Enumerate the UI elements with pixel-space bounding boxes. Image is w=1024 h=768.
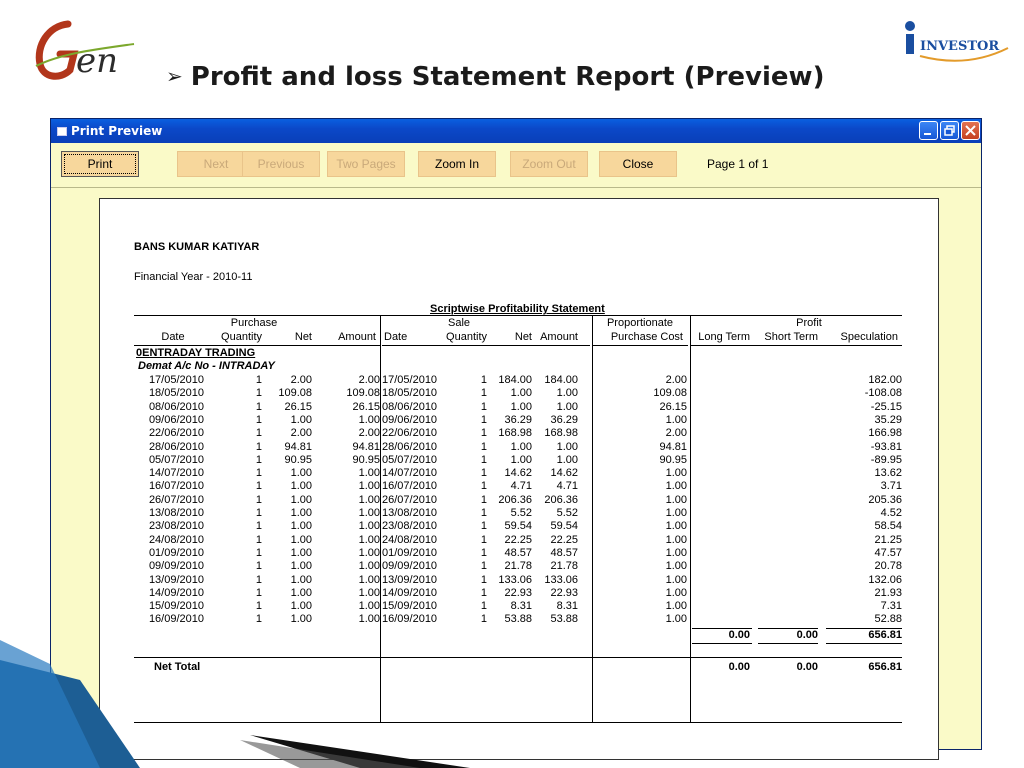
svg-text:en: en bbox=[76, 41, 119, 81]
previous-button[interactable]: Previous bbox=[242, 151, 320, 177]
table-cell: 182.00 bbox=[868, 374, 902, 386]
table-cell: 53.88 bbox=[504, 613, 532, 626]
table-cell: 1 bbox=[255, 413, 262, 426]
table-cell: 1.00 bbox=[556, 440, 578, 453]
minimize-icon bbox=[923, 125, 934, 136]
table-cell: 1.00 bbox=[665, 520, 687, 533]
table-cell: 1 bbox=[255, 507, 262, 519]
table-cell: 16/09/2010 bbox=[382, 613, 438, 626]
table-cell: 26.15 bbox=[659, 400, 687, 413]
table-cell: 22/06/2010 bbox=[148, 427, 204, 440]
table-cell: 1.00 bbox=[358, 467, 380, 480]
table-cell: 1 bbox=[255, 493, 262, 506]
table-cell: 168.98 bbox=[544, 427, 578, 440]
subtotal-speculation: 656.81 bbox=[868, 628, 902, 641]
table-cell: 18/05/2010 bbox=[148, 387, 204, 400]
table-cell: 1.00 bbox=[665, 613, 687, 626]
table-cell: 1 bbox=[480, 586, 487, 599]
slide-title-text: Profit and loss Statement Report (Preview) bbox=[190, 62, 825, 92]
table-cell: 09/06/2010 bbox=[382, 413, 438, 426]
table-cell: 1.00 bbox=[358, 586, 380, 599]
financial-year: Financial Year - 2010-11 bbox=[134, 271, 253, 283]
column-header: Short Term bbox=[764, 331, 818, 343]
table-cell: 3.71 bbox=[880, 480, 902, 493]
table-cell: -89.95 bbox=[870, 453, 902, 466]
table-cell: 1.00 bbox=[290, 507, 312, 519]
purchase-header: Purchase bbox=[230, 317, 278, 329]
table-cell: 1.00 bbox=[358, 533, 380, 546]
table-cell: 09/06/2010 bbox=[148, 413, 204, 426]
table-cell: 1.00 bbox=[290, 613, 312, 626]
table-cell: 17/05/2010 bbox=[382, 374, 438, 386]
table-cell: 26/07/2010 bbox=[148, 493, 204, 506]
next-button[interactable]: Next bbox=[177, 151, 255, 177]
zoom-in-button[interactable]: Zoom In bbox=[418, 151, 496, 177]
table-cell: 1.00 bbox=[665, 493, 687, 506]
net-total-speculation: 656.81 bbox=[868, 660, 902, 673]
table-cell: 16/09/2010 bbox=[148, 613, 204, 626]
table-cell: 1.00 bbox=[510, 440, 532, 453]
table-cell: 21.93 bbox=[874, 586, 902, 599]
header-rule bbox=[382, 345, 590, 346]
table-cell: 133.06 bbox=[544, 573, 578, 586]
report-title: Scriptwise Profitability Statement bbox=[430, 303, 605, 315]
table-cell: 14.62 bbox=[504, 467, 532, 480]
table-cell: 08/06/2010 bbox=[382, 400, 438, 413]
section-heading: 0ENTRADAY TRADING bbox=[136, 347, 256, 359]
table-cell: 1 bbox=[255, 560, 262, 573]
table-cell: 1 bbox=[480, 400, 487, 413]
table-cell: 1.00 bbox=[290, 493, 312, 506]
table-cell: 1 bbox=[255, 613, 262, 626]
table-cell: 22.93 bbox=[550, 586, 578, 599]
table-cell: 1.00 bbox=[290, 600, 312, 613]
top-rule bbox=[134, 315, 902, 316]
table-cell: 23/08/2010 bbox=[148, 520, 204, 533]
table-cell: 1 bbox=[255, 400, 262, 413]
table-cell: 1.00 bbox=[665, 586, 687, 599]
minimize-button[interactable] bbox=[919, 121, 938, 140]
table-cell: 1 bbox=[255, 520, 262, 533]
column-header: Amount bbox=[338, 331, 376, 343]
table-cell: 1.00 bbox=[358, 573, 380, 586]
table-cell: 1.00 bbox=[358, 507, 380, 519]
table-cell: 1.00 bbox=[290, 573, 312, 586]
svg-text:INVESTOR: INVESTOR bbox=[920, 39, 1000, 54]
table-cell: 90.95 bbox=[284, 453, 312, 466]
table-cell: 90.95 bbox=[352, 453, 380, 466]
preview-toolbar bbox=[51, 143, 981, 188]
table-cell: 1.00 bbox=[358, 413, 380, 426]
table-cell: 05/07/2010 bbox=[148, 453, 204, 466]
subsection-heading: Demat A/c No - INTRADAY bbox=[138, 360, 275, 372]
subtotal-rule bbox=[826, 643, 902, 644]
slide-decoration bbox=[0, 640, 470, 768]
table-cell: 109.08 bbox=[278, 387, 312, 400]
header-rule bbox=[134, 345, 380, 346]
table-cell: 8.31 bbox=[510, 600, 532, 613]
table-cell: 1 bbox=[255, 440, 262, 453]
table-cell: 1.00 bbox=[358, 613, 380, 626]
net-total-long-term: 0.00 bbox=[728, 660, 750, 673]
table-cell: 1.00 bbox=[665, 533, 687, 546]
table-cell: 184.00 bbox=[544, 374, 578, 386]
page-indicator: Page 1 of 1 bbox=[707, 157, 769, 171]
net-total-label: Net Total bbox=[154, 660, 201, 673]
table-cell: 14/07/2010 bbox=[148, 467, 204, 480]
two-pages-button[interactable]: Two Pages bbox=[327, 151, 405, 177]
table-cell: 26.15 bbox=[352, 400, 380, 413]
table-cell: 20.78 bbox=[874, 560, 902, 573]
print-button[interactable]: Print bbox=[61, 151, 139, 177]
table-cell: 1 bbox=[480, 507, 487, 519]
column-header: Quantity bbox=[446, 331, 487, 343]
table-cell: 166.98 bbox=[868, 427, 902, 440]
table-cell: 1 bbox=[255, 480, 262, 493]
table-cell: 184.00 bbox=[498, 374, 532, 386]
table-cell: 4.71 bbox=[510, 480, 532, 493]
table-cell: 53.88 bbox=[550, 613, 578, 626]
profit-header: Profit bbox=[796, 317, 822, 329]
restore-icon bbox=[944, 125, 955, 136]
table-cell: 58.54 bbox=[874, 520, 902, 533]
table-cell: 52.88 bbox=[874, 613, 902, 626]
table-cell: 5.52 bbox=[510, 507, 532, 519]
table-cell: -93.81 bbox=[870, 440, 902, 453]
window-app-icon bbox=[57, 127, 67, 136]
table-cell: 205.36 bbox=[868, 493, 902, 506]
table-cell: 1.00 bbox=[290, 546, 312, 559]
table-cell: 59.54 bbox=[550, 520, 578, 533]
table-cell: 01/09/2010 bbox=[148, 546, 204, 559]
table-cell: 1.00 bbox=[665, 467, 687, 480]
table-cell: 1 bbox=[480, 573, 487, 586]
table-cell: 1 bbox=[480, 387, 487, 400]
table-cell: 90.95 bbox=[659, 453, 687, 466]
investor-logo bbox=[900, 14, 1018, 64]
client-name: BANS KUMAR KATIYAR bbox=[134, 241, 260, 253]
table-cell: 22.93 bbox=[504, 586, 532, 599]
header-rule bbox=[592, 345, 688, 346]
table-cell: 1 bbox=[255, 453, 262, 466]
table-cell: 09/09/2010 bbox=[382, 560, 438, 573]
table-cell: 132.06 bbox=[868, 573, 902, 586]
table-cell: 1 bbox=[255, 533, 262, 546]
close-button[interactable]: Close bbox=[599, 151, 677, 177]
close-icon bbox=[965, 125, 976, 136]
table-cell: 2.00 bbox=[358, 427, 380, 440]
table-cell: 14/07/2010 bbox=[382, 467, 438, 480]
table-cell: 1 bbox=[255, 573, 262, 586]
table-cell: 1 bbox=[255, 387, 262, 400]
table-cell: 47.57 bbox=[874, 546, 902, 559]
header-rule bbox=[690, 345, 902, 346]
table-cell: 1.00 bbox=[556, 453, 578, 466]
table-cell: 1 bbox=[480, 453, 487, 466]
close-window-button[interactable] bbox=[961, 121, 980, 140]
table-cell: 1 bbox=[480, 493, 487, 506]
table-cell: 4.52 bbox=[880, 507, 902, 519]
table-cell: 1.00 bbox=[556, 400, 578, 413]
table-cell: 4.71 bbox=[556, 480, 578, 493]
table-cell: 05/07/2010 bbox=[382, 453, 438, 466]
column-header: Date bbox=[384, 331, 408, 343]
table-cell: 1.00 bbox=[290, 586, 312, 599]
table-cell: 28/06/2010 bbox=[148, 440, 204, 453]
column-header: Net bbox=[294, 331, 312, 343]
table-cell: 13/09/2010 bbox=[382, 573, 438, 586]
table-cell: 2.00 bbox=[290, 374, 312, 386]
table-cell: 36.29 bbox=[504, 413, 532, 426]
table-cell: 13.62 bbox=[874, 467, 902, 480]
table-cell: 1.00 bbox=[290, 467, 312, 480]
table-cell: 1.00 bbox=[290, 533, 312, 546]
table-cell: 14/09/2010 bbox=[148, 586, 204, 599]
table-cell: 1 bbox=[480, 600, 487, 613]
table-cell: 24/08/2010 bbox=[382, 533, 438, 546]
column-header: Purchase Cost bbox=[610, 331, 683, 343]
table-cell: 1.00 bbox=[358, 520, 380, 533]
table-cell: 1 bbox=[480, 560, 487, 573]
table-cell: 1 bbox=[480, 467, 487, 480]
slide-title bbox=[166, 62, 824, 92]
table-cell: 26.15 bbox=[284, 400, 312, 413]
sale-header: Sale bbox=[447, 317, 471, 329]
table-cell: 1.00 bbox=[358, 560, 380, 573]
table-cell: 22.25 bbox=[550, 533, 578, 546]
table-cell: 36.29 bbox=[550, 413, 578, 426]
table-cell: 8.31 bbox=[556, 600, 578, 613]
table-cell: 1.00 bbox=[665, 573, 687, 586]
table-cell: 16/07/2010 bbox=[382, 480, 438, 493]
table-cell: 5.52 bbox=[556, 507, 578, 519]
table-cell: 1.00 bbox=[358, 546, 380, 559]
table-cell: 1 bbox=[255, 374, 262, 386]
table-cell: 1.00 bbox=[665, 600, 687, 613]
table-cell: 22.25 bbox=[504, 533, 532, 546]
table-cell: 1 bbox=[480, 374, 487, 386]
column-header: Speculation bbox=[840, 331, 898, 343]
column-header: Long Term bbox=[698, 331, 750, 343]
table-cell: 2.00 bbox=[290, 427, 312, 440]
table-cell: 16/07/2010 bbox=[148, 480, 204, 493]
table-cell: 01/09/2010 bbox=[382, 546, 438, 559]
table-cell: 1 bbox=[255, 467, 262, 480]
table-cell: 13/09/2010 bbox=[148, 573, 204, 586]
table-cell: 206.36 bbox=[544, 493, 578, 506]
table-cell: 94.81 bbox=[284, 440, 312, 453]
table-cell: 1.00 bbox=[290, 520, 312, 533]
table-cell: 35.29 bbox=[874, 413, 902, 426]
table-cell: 14/09/2010 bbox=[382, 586, 438, 599]
table-cell: 13/08/2010 bbox=[382, 507, 438, 519]
table-cell: 15/09/2010 bbox=[382, 600, 438, 613]
table-cell: 1.00 bbox=[665, 480, 687, 493]
table-cell: 15/09/2010 bbox=[148, 600, 204, 613]
table-cell: 2.00 bbox=[665, 427, 687, 440]
window-titlebar[interactable] bbox=[51, 119, 981, 143]
table-cell: 1 bbox=[480, 520, 487, 533]
zoom-out-button[interactable]: Zoom Out bbox=[510, 151, 588, 177]
net-total-short-term: 0.00 bbox=[796, 660, 818, 673]
table-cell: 48.57 bbox=[550, 546, 578, 559]
table-cell: 1 bbox=[480, 440, 487, 453]
table-cell: 1.00 bbox=[510, 387, 532, 400]
table-cell: 1.00 bbox=[665, 507, 687, 519]
table-cell: 1 bbox=[480, 546, 487, 559]
table-cell: 1 bbox=[480, 533, 487, 546]
table-cell: 21.78 bbox=[504, 560, 532, 573]
table-cell: 1 bbox=[255, 546, 262, 559]
table-cell: 1.00 bbox=[290, 480, 312, 493]
table-cell: 2.00 bbox=[665, 374, 687, 386]
table-cell: 133.06 bbox=[498, 573, 532, 586]
table-cell: 1 bbox=[255, 427, 262, 440]
table-cell: 1.00 bbox=[358, 493, 380, 506]
table-cell: 1 bbox=[255, 600, 262, 613]
table-cell: 1.00 bbox=[556, 387, 578, 400]
table-cell: 2.00 bbox=[358, 374, 380, 386]
table-cell: 21.78 bbox=[550, 560, 578, 573]
table-cell: 1.00 bbox=[290, 560, 312, 573]
table-cell: -25.15 bbox=[870, 400, 902, 413]
table-cell: 21.25 bbox=[874, 533, 902, 546]
subtotal-rule bbox=[758, 643, 818, 644]
table-cell: 1.00 bbox=[510, 453, 532, 466]
subtotal-long-term: 0.00 bbox=[728, 628, 750, 641]
table-cell: 09/09/2010 bbox=[148, 560, 204, 573]
restore-button[interactable] bbox=[940, 121, 959, 140]
table-cell: 168.98 bbox=[498, 427, 532, 440]
subtotal-rule bbox=[692, 643, 752, 644]
table-cell: 1 bbox=[480, 413, 487, 426]
column-header: Date bbox=[161, 331, 185, 343]
table-cell: 94.81 bbox=[352, 440, 380, 453]
gen-logo bbox=[30, 14, 140, 84]
table-cell: 1.00 bbox=[358, 480, 380, 493]
table-cell: 24/08/2010 bbox=[148, 533, 204, 546]
table-cell: 13/08/2010 bbox=[148, 507, 204, 519]
table-cell: 22/06/2010 bbox=[382, 427, 438, 440]
table-cell: 18/05/2010 bbox=[382, 387, 438, 400]
table-cell: 08/06/2010 bbox=[148, 400, 204, 413]
table-cell: 109.08 bbox=[346, 387, 380, 400]
subtotal-short-term: 0.00 bbox=[796, 628, 818, 641]
table-cell: 23/08/2010 bbox=[382, 520, 438, 533]
table-cell: 28/06/2010 bbox=[382, 440, 438, 453]
table-cell: 109.08 bbox=[653, 387, 687, 400]
table-cell: 14.62 bbox=[550, 467, 578, 480]
table-cell: 1 bbox=[480, 480, 487, 493]
column-header: Amount bbox=[540, 331, 578, 343]
table-cell: 1 bbox=[255, 586, 262, 599]
table-cell: 1.00 bbox=[510, 400, 532, 413]
table-cell: 26/07/2010 bbox=[382, 493, 438, 506]
table-cell: -108.08 bbox=[864, 387, 902, 400]
window-title: Print Preview bbox=[71, 124, 163, 138]
table-cell: 1 bbox=[480, 613, 487, 626]
proportionate-header: Proportionate bbox=[606, 317, 674, 329]
table-cell: 1.00 bbox=[665, 546, 687, 559]
table-cell: 7.31 bbox=[880, 600, 902, 613]
table-cell: 17/05/2010 bbox=[148, 374, 204, 386]
table-cell: 1.00 bbox=[358, 600, 380, 613]
arrow-bullet-icon: ➢ bbox=[166, 64, 183, 88]
table-cell: 94.81 bbox=[659, 440, 687, 453]
table-cell: 48.57 bbox=[504, 546, 532, 559]
table-cell: 1.00 bbox=[665, 413, 687, 426]
column-header: Net bbox=[514, 331, 532, 343]
table-cell: 1.00 bbox=[290, 413, 312, 426]
table-cell: 1 bbox=[480, 427, 487, 440]
table-cell: 1.00 bbox=[665, 560, 687, 573]
table-cell: 59.54 bbox=[504, 520, 532, 533]
column-header: Quantity bbox=[221, 331, 262, 343]
table-cell: 206.36 bbox=[498, 493, 532, 506]
